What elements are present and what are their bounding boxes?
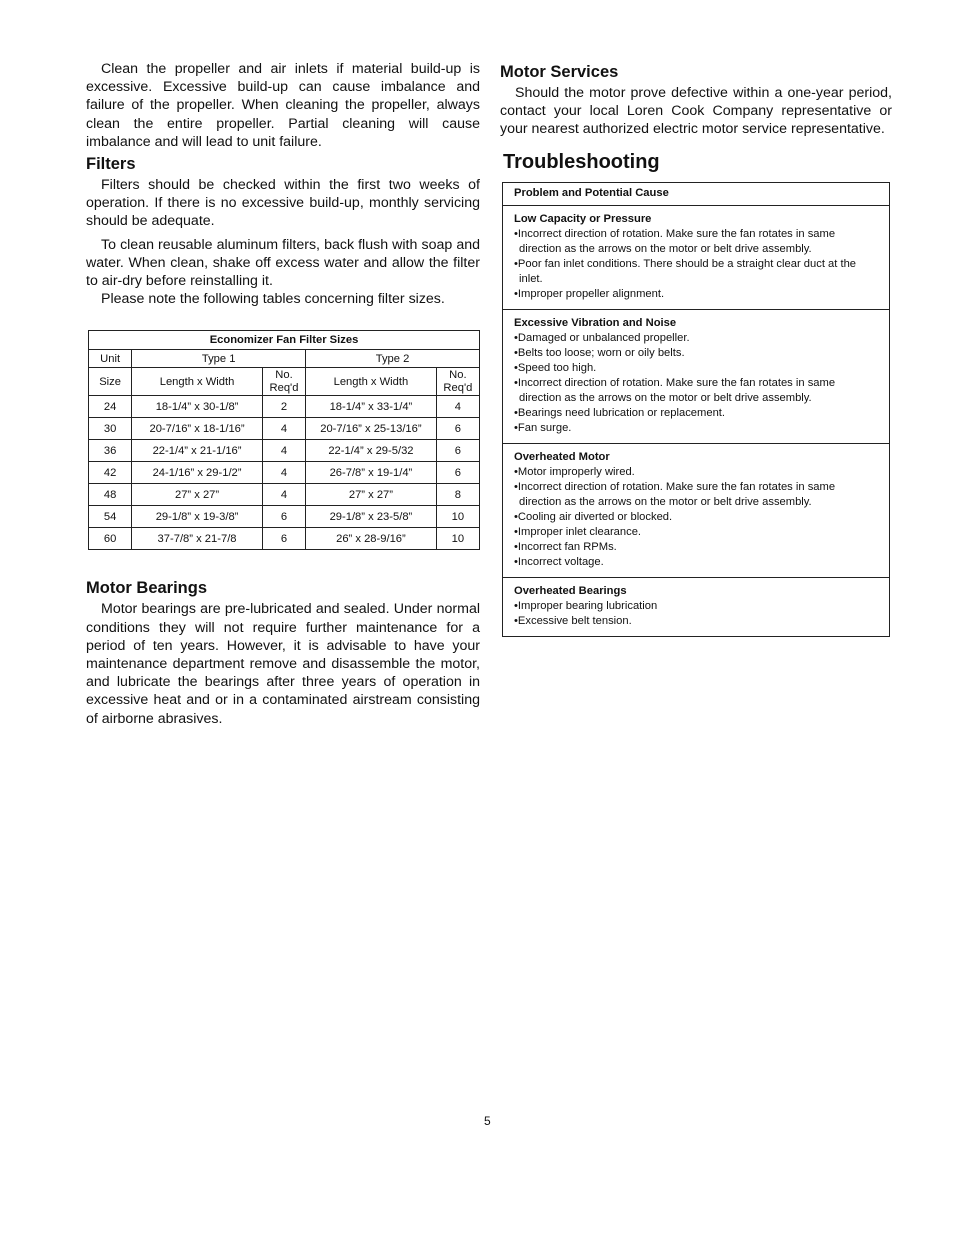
troubleshooting-heading: Troubleshooting bbox=[503, 150, 660, 173]
type1-length-width-header: Length x Width bbox=[132, 368, 263, 396]
list-item: •Cooling air diverted or blocked. bbox=[514, 510, 673, 523]
list-item: •Incorrect direction of rotation. Make sure the fan rotates in same direction as the arrows on the motor or belt drive assembly. bbox=[514, 480, 836, 508]
unit-size-cell: 36 bbox=[89, 440, 132, 462]
motor-services-paragraph: Should the motor prove defective within a one-year period, contact your local Loren Cook Company representative or your nearest authorized electric motor service representative. bbox=[500, 85, 892, 138]
filters-note-paragraph: Please note the following tables concerning filter sizes. bbox=[101, 291, 445, 308]
list-item: •Incorrect direction of rotation. Make sure the fan rotates in same direction as the arrows on the motor or belt drive assembly. bbox=[514, 376, 836, 404]
unit-size-cell: 30 bbox=[89, 418, 132, 440]
type2-no-reqd-header bbox=[436, 368, 479, 396]
type1-count-cell: 4 bbox=[262, 440, 305, 462]
table-row bbox=[89, 418, 480, 440]
trouble-section-title: Overheated Motor bbox=[514, 450, 610, 463]
type2-count-cell: 4 bbox=[436, 396, 479, 418]
trouble-section-title: Excessive Vibration and Noise bbox=[514, 316, 677, 329]
list-item: •Incorrect voltage. bbox=[514, 555, 604, 568]
left-column bbox=[86, 60, 480, 728]
table-row bbox=[89, 528, 480, 550]
type2-dim-cell: 18-1/4” x 33-1/4” bbox=[306, 396, 437, 418]
list-item: •Poor fan inlet conditions. There should be a straight clear duct at the inlet. bbox=[514, 257, 857, 285]
table-row bbox=[89, 484, 480, 506]
unit-size-cell: 24 bbox=[89, 396, 132, 418]
type2-dim-cell: 20-7/16” x 25-13/16” bbox=[306, 418, 437, 440]
propeller-cleaning-paragraph: Clean the propeller and air inlets if material build-up is excessive. Excessive build-up can cause imbalance and failure of the propeller. When cleaning the propeller, always clean the entire propeller. Partial cleaning will cause imbalance and will lead to unit failure. bbox=[86, 61, 480, 150]
type1-count-cell: 2 bbox=[262, 396, 305, 418]
motor-services-heading: Motor Services bbox=[500, 63, 619, 81]
size-header: Size bbox=[89, 368, 132, 396]
type1-count-cell: 6 bbox=[262, 528, 305, 550]
filter-table-title: Economizer Fan Filter Sizes bbox=[89, 331, 480, 350]
type1-count-cell: 6 bbox=[262, 506, 305, 528]
type1-count-cell: 4 bbox=[262, 462, 305, 484]
list-item: •Excessive belt tension. bbox=[514, 614, 632, 627]
type2-length-width-header: Length x Width bbox=[306, 368, 437, 396]
type1-dim-cell: 24-1/16” x 29-1/2” bbox=[132, 462, 263, 484]
unit-size-cell: 54 bbox=[89, 506, 132, 528]
filters-clean-paragraph: To clean reusable aluminum filters, back flush with soap and water. When clean, shake off excess water and allow the filter to air-dry before reinstalling it. bbox=[86, 236, 480, 290]
type2-no-label: No. bbox=[449, 368, 467, 381]
list-item: •Bearings need lubrication or replacement. bbox=[514, 406, 726, 419]
type2-count-cell: 6 bbox=[436, 418, 479, 440]
type2-dim-cell: 26” x 28-9/16” bbox=[306, 528, 437, 550]
type1-no-label: No. bbox=[275, 368, 293, 381]
type1-count-cell: 4 bbox=[262, 418, 305, 440]
list-item: •Improper inlet clearance. bbox=[514, 525, 642, 538]
table-row bbox=[89, 440, 480, 462]
type2-dim-cell: 22-1/4” x 29-5/32 bbox=[306, 440, 437, 462]
trouble-section-title: Overheated Bearings bbox=[514, 584, 627, 597]
type2-count-cell: 10 bbox=[436, 506, 479, 528]
type1-dim-cell: 29-1/8” x 19-3/8” bbox=[132, 506, 263, 528]
list-item: •Motor improperly wired. bbox=[514, 465, 635, 478]
motor-bearings-heading: Motor Bearings bbox=[86, 579, 208, 598]
unit-size-cell: 60 bbox=[89, 528, 132, 550]
filters-check-paragraph: Filters should be checked within the first two weeks of operation. If there is no excessive build-up, monthly servicing should be adequate. bbox=[86, 177, 480, 230]
type1-header: Type 1 bbox=[132, 350, 306, 368]
trouble-section-title: Low Capacity or Pressure bbox=[514, 212, 652, 225]
trouble-section-overheated-bearings bbox=[503, 578, 889, 636]
type1-count-cell: 4 bbox=[262, 484, 305, 506]
list-item: •Speed too high. bbox=[514, 361, 597, 374]
list-item: •Improper bearing lubrication bbox=[514, 599, 658, 612]
list-item: •Belts too loose; worn or oily belts. bbox=[514, 346, 685, 359]
list-item: •Fan surge. bbox=[514, 421, 572, 434]
type1-dim-cell: 27” x 27” bbox=[132, 484, 263, 506]
right-column bbox=[500, 62, 892, 637]
type2-header: Type 2 bbox=[306, 350, 480, 368]
table-row bbox=[89, 396, 480, 418]
type2-count-cell: 8 bbox=[436, 484, 479, 506]
type2-dim-cell: 26-7/8” x 19-1/4” bbox=[306, 462, 437, 484]
troubleshooting-table-header: Problem and Potential Cause bbox=[503, 183, 889, 206]
page-number: 5 bbox=[484, 1114, 491, 1128]
filter-sizes-table bbox=[88, 330, 480, 550]
unit-size-cell: 42 bbox=[89, 462, 132, 484]
troubleshooting-table bbox=[502, 182, 890, 637]
unit-header: Unit bbox=[89, 350, 132, 368]
list-item: •Damaged or unbalanced propeller. bbox=[514, 331, 690, 344]
trouble-section-low-capacity bbox=[503, 206, 889, 310]
type2-count-cell: 10 bbox=[436, 528, 479, 550]
type1-no-reqd-header bbox=[262, 368, 305, 396]
trouble-section-overheated-motor bbox=[503, 444, 889, 578]
type2-reqd-label: Req'd bbox=[443, 381, 473, 394]
type2-dim-cell: 29-1/8” x 23-5/8” bbox=[306, 506, 437, 528]
unit-size-cell: 48 bbox=[89, 484, 132, 506]
type1-dim-cell: 37-7/8” x 21-7/8 bbox=[132, 528, 263, 550]
table-row bbox=[89, 462, 480, 484]
type2-count-cell: 6 bbox=[436, 462, 479, 484]
filters-heading: Filters bbox=[86, 155, 136, 174]
type1-dim-cell: 22-1/4” x 21-1/16” bbox=[132, 440, 263, 462]
table-row bbox=[89, 506, 480, 528]
list-item: •Improper propeller alignment. bbox=[514, 287, 665, 300]
type2-dim-cell: 27” x 27” bbox=[306, 484, 437, 506]
type2-count-cell: 6 bbox=[436, 440, 479, 462]
type1-reqd-label: Req'd bbox=[269, 381, 299, 394]
type1-dim-cell: 18-1/4” x 30-1/8” bbox=[132, 396, 263, 418]
trouble-section-vibration-noise bbox=[503, 310, 889, 444]
type1-dim-cell: 20-7/16” x 18-1/16” bbox=[132, 418, 263, 440]
list-item: •Incorrect fan RPMs. bbox=[514, 540, 617, 553]
list-item: •Incorrect direction of rotation. Make sure the fan rotates in same direction as the arrows on the motor or belt drive assembly. bbox=[514, 227, 836, 255]
motor-bearings-paragraph: Motor bearings are pre-lubricated and sealed. Under normal conditions they will not require further maintenance for a period of ten years. However, it is advisable to have your maintenance department remove and disassemble the motor, and lubricate the bearings after three years of operation in excessive heat and or in a contaminated airstream consisting of airborne abrasives. bbox=[86, 601, 480, 727]
